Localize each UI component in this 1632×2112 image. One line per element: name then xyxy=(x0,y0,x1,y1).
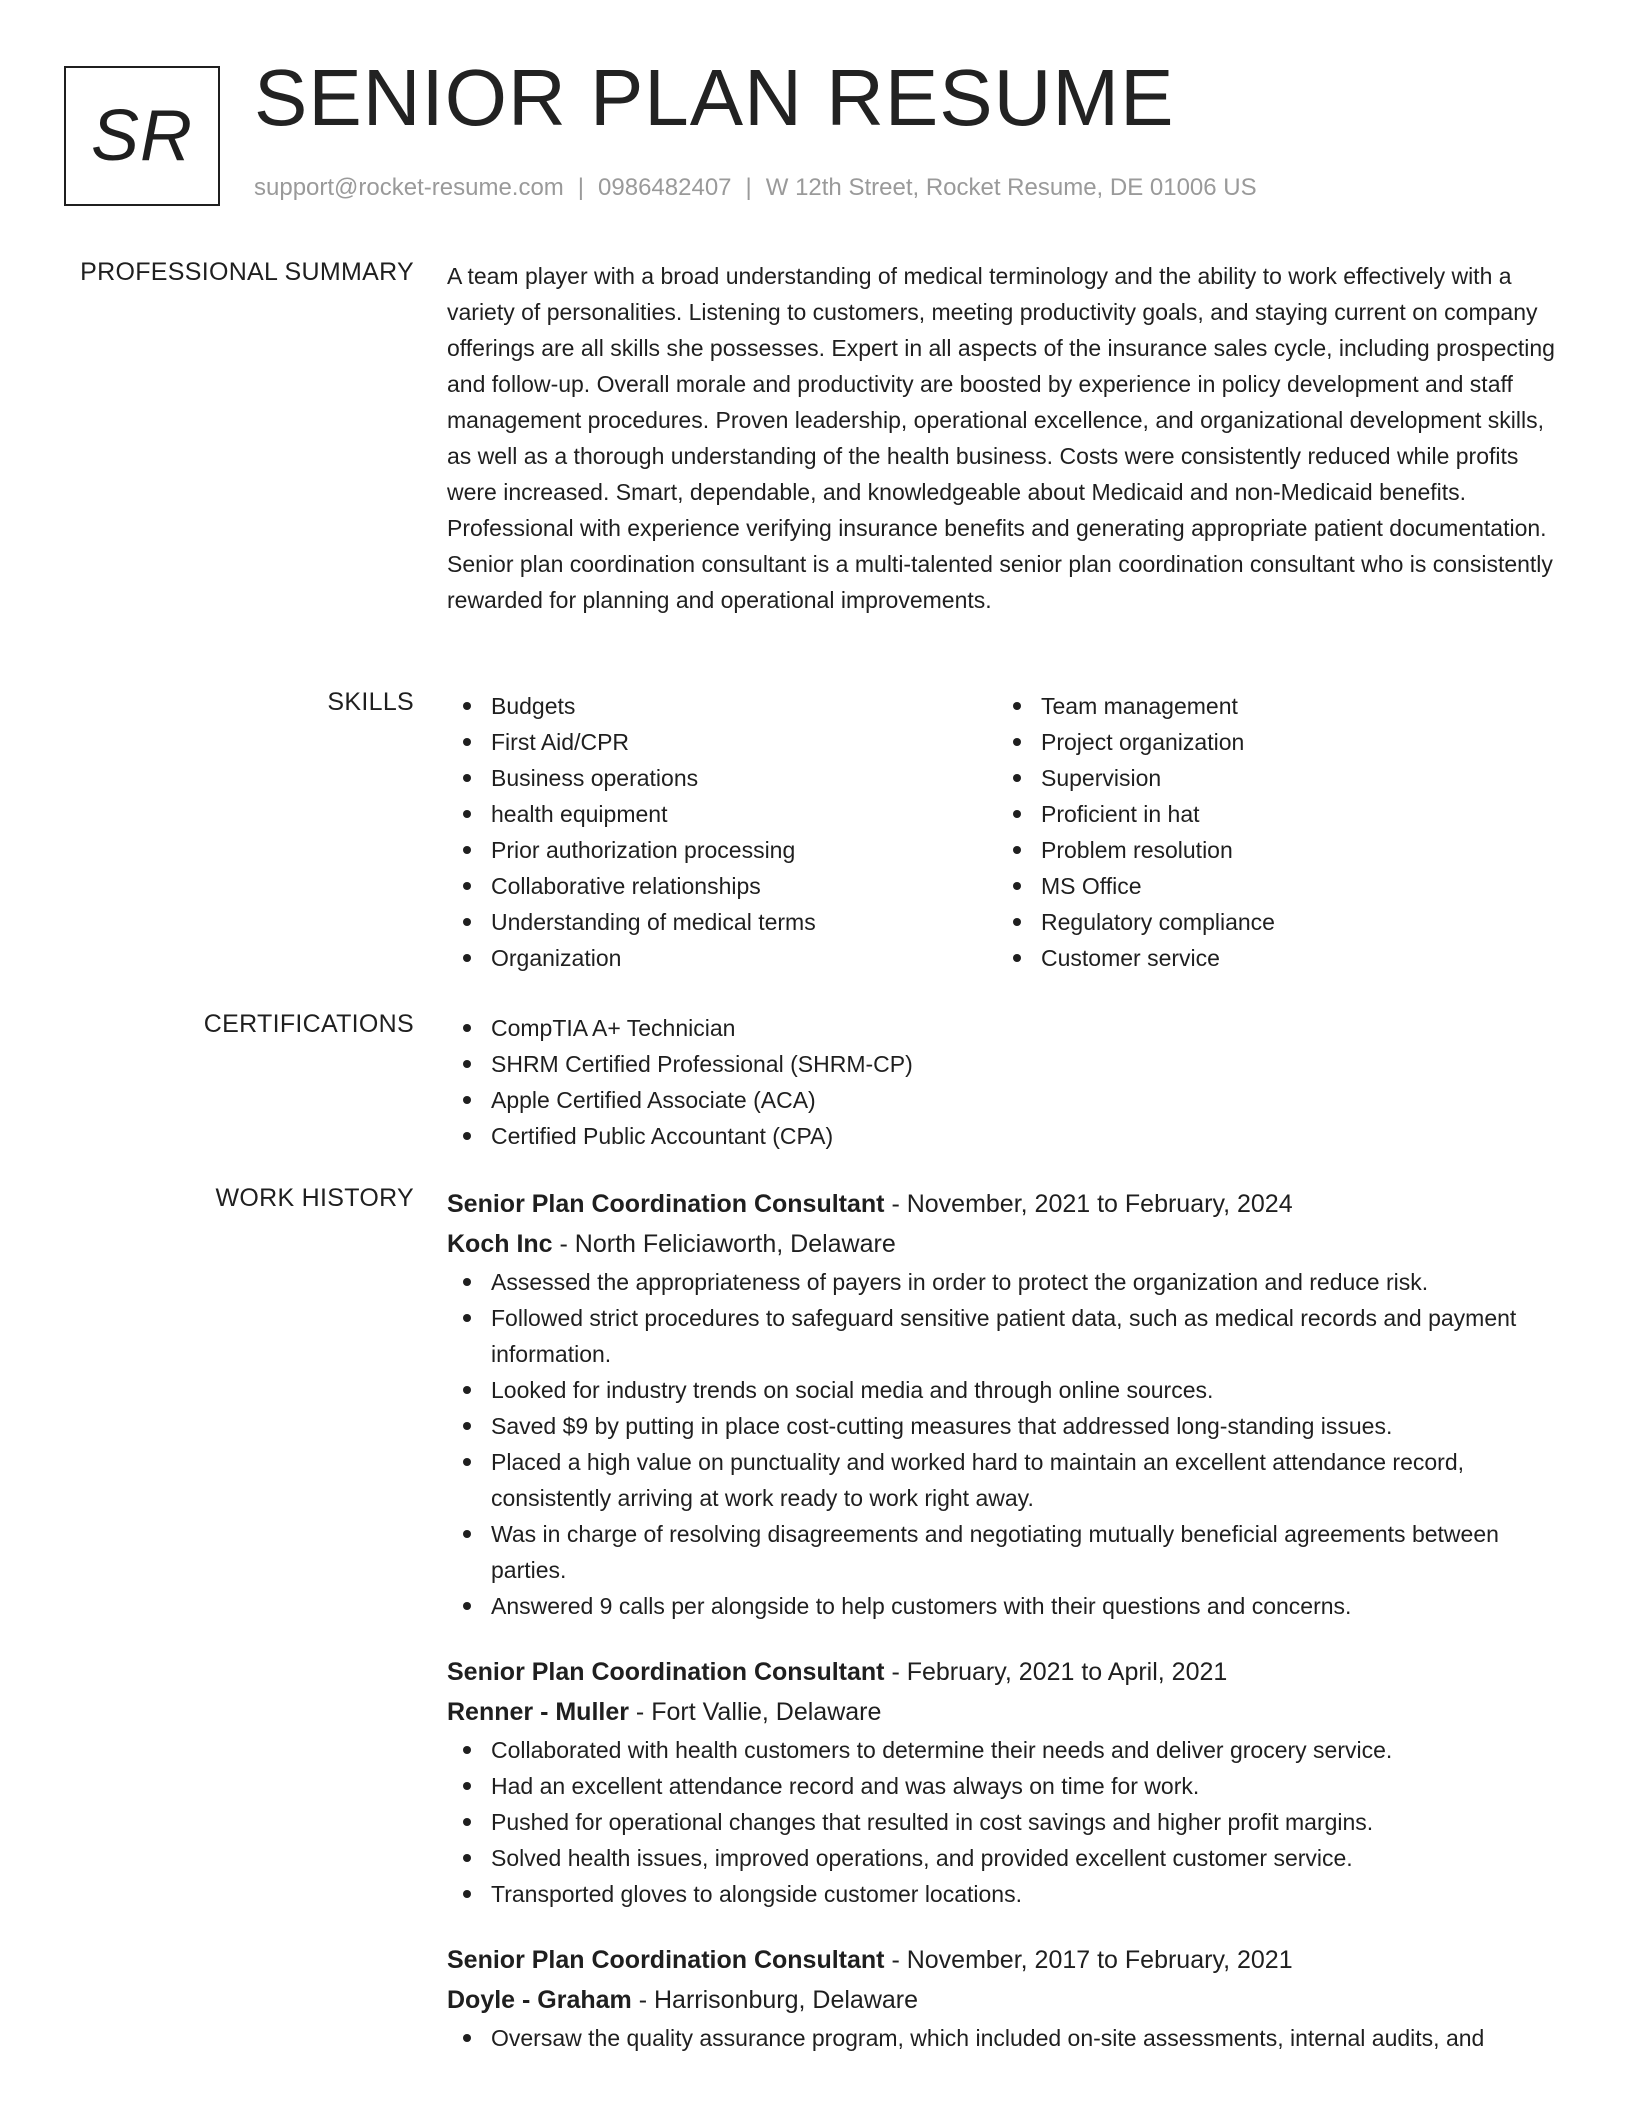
skill-item: Proficient in hat xyxy=(997,796,1547,832)
contact-separator: | xyxy=(745,174,752,201)
summary-body xyxy=(447,258,1567,618)
job-bullet: Looked for industry trends on social media and through online sources. xyxy=(447,1372,1567,1408)
job-bullet: Solved health issues, improved operations, and provided excellent customer service. xyxy=(447,1840,1567,1876)
skill-item: health equipment xyxy=(447,796,997,832)
job-employer xyxy=(447,1692,1567,1732)
skill-item: Organization xyxy=(447,940,997,976)
job-employer xyxy=(447,1224,1567,1264)
job-bullet: Oversaw the quality assurance program, which included on-site assessments, internal audits, and xyxy=(447,2020,1567,2056)
contact-address: W 12th Street, Rocket Resume, DE 01006 US xyxy=(765,174,1257,201)
skill-item: Problem resolution xyxy=(997,832,1547,868)
job-dates: - November, 2017 to February, 2021 xyxy=(884,1946,1293,1974)
job-bullet: Assessed the appropriateness of payers in order to protect the organization and reduce risk. xyxy=(447,1264,1567,1300)
certification-item: Apple Certified Associate (ACA) xyxy=(447,1082,1567,1118)
job-bullet: Placed a high value on punctuality and worked hard to maintain an excellent attendance record, consistently arriving at work ready to work right away. xyxy=(447,1444,1567,1516)
company-location: - Fort Vallie, Delaware xyxy=(628,1698,882,1726)
job-bullet: Collaborated with health customers to determine their needs and deliver grocery service. xyxy=(447,1732,1567,1768)
job-bullet: Followed strict procedures to safeguard sensitive patient data, such as medical records and payment information. xyxy=(447,1300,1567,1372)
skills-body xyxy=(447,688,1567,976)
summary-text: A team player with a broad understanding of medical terminology and the ability to work effectively with a variety of personalities. Listening to customers, meeting productivity goals, and staying current on company offerings are all skills she possesses. Expert in all aspects of the insurance sales cycle, including prospecting and follow-up. Overall morale and productivity are boosted by experience in policy development and staff management procedures. Proven leadership, operational excellence, and organizational development skills, as well as a thorough understanding of the health business. Costs were consistently reduced while profits were increased. Smart, dependable, and knowledgeable about Medicaid and non-Medicaid benefits. Professional with experience verifying insurance benefits and generating appropriate patient documentation. Senior plan coordination consultant is a multi-talented senior plan coordination consultant who is consistently rewarded for planning and operational improvements. xyxy=(447,263,1555,613)
job-bullet: Had an excellent attendance record and was always on time for work. xyxy=(447,1768,1567,1804)
skill-item: Prior authorization processing xyxy=(447,832,997,868)
job-dates: - February, 2021 to April, 2021 xyxy=(884,1658,1228,1686)
section-label-summary: PROFESSIONAL SUMMARY xyxy=(80,258,414,286)
skill-item: Regulatory compliance xyxy=(997,904,1547,940)
resume-title: SENIOR PLAN RESUME xyxy=(254,53,1175,142)
skills-list-left xyxy=(447,688,997,976)
skill-item: MS Office xyxy=(997,868,1547,904)
contact-separator: | xyxy=(577,174,585,201)
contact-email[interactable]: support@rocket-resume.com xyxy=(254,174,564,201)
section-label-skills: SKILLS xyxy=(327,688,414,716)
job-header xyxy=(447,1184,1567,1224)
job-title: Senior Plan Coordination Consultant xyxy=(447,1658,885,1686)
skill-item: First Aid/CPR xyxy=(447,724,997,760)
skill-item: Customer service xyxy=(997,940,1547,976)
company-location: - North Feliciaworth, Delaware xyxy=(552,1230,896,1258)
job-entry xyxy=(447,1652,1567,1912)
company-location: - Harrisonburg, Delaware xyxy=(631,1986,918,2014)
skill-item: Project organization xyxy=(997,724,1547,760)
certifications-list xyxy=(447,1010,1567,1154)
job-bullet: Answered 9 calls per alongside to help customers with their questions and concerns. xyxy=(447,1588,1567,1624)
job-bullet-list xyxy=(447,1732,1567,1912)
monogram-logo xyxy=(64,66,220,206)
company-name: Koch Inc xyxy=(447,1230,553,1258)
certification-item: Certified Public Accountant (CPA) xyxy=(447,1118,1567,1154)
job-entry xyxy=(447,1184,1567,1624)
job-bullet: Saved $9 by putting in place cost-cutting measures that addressed long-standing issues. xyxy=(447,1408,1567,1444)
certifications-body xyxy=(447,1010,1567,1154)
skill-item: Team management xyxy=(997,688,1547,724)
work-history-body xyxy=(447,1184,1567,2084)
contact-phone[interactable]: 0986482407 xyxy=(598,174,732,201)
job-entry xyxy=(447,1940,1567,2056)
job-title: Senior Plan Coordination Consultant xyxy=(447,1190,885,1218)
job-bullet-list xyxy=(447,1264,1567,1624)
skill-item: Understanding of medical terms xyxy=(447,904,997,940)
certification-item: CompTIA A+ Technician xyxy=(447,1010,1567,1046)
certification-item: SHRM Certified Professional (SHRM-CP) xyxy=(447,1046,1567,1082)
company-name: Doyle - Graham xyxy=(447,1986,632,2014)
skills-list-right xyxy=(997,688,1547,976)
job-employer xyxy=(447,1980,1567,2020)
job-dates: - November, 2021 to February, 2024 xyxy=(884,1190,1293,1218)
job-bullet-list xyxy=(447,2020,1567,2056)
section-label-work-history: WORK HISTORY xyxy=(215,1184,414,1212)
contact-line xyxy=(254,174,1257,202)
company-name: Renner - Muller xyxy=(447,1698,629,1726)
job-bullet: Transported gloves to alongside customer locations. xyxy=(447,1876,1567,1912)
job-header xyxy=(447,1940,1567,1980)
monogram-text: SR xyxy=(90,96,194,176)
job-bullet: Pushed for operational changes that resulted in cost savings and higher profit margins. xyxy=(447,1804,1567,1840)
job-title: Senior Plan Coordination Consultant xyxy=(447,1946,885,1974)
skill-item: Business operations xyxy=(447,760,997,796)
section-label-certifications: CERTIFICATIONS xyxy=(203,1010,414,1038)
skill-item: Supervision xyxy=(997,760,1547,796)
skill-item: Collaborative relationships xyxy=(447,868,997,904)
skill-item: Budgets xyxy=(447,688,997,724)
job-header xyxy=(447,1652,1567,1692)
job-bullet: Was in charge of resolving disagreements and negotiating mutually beneficial agreements between parties. xyxy=(447,1516,1567,1588)
